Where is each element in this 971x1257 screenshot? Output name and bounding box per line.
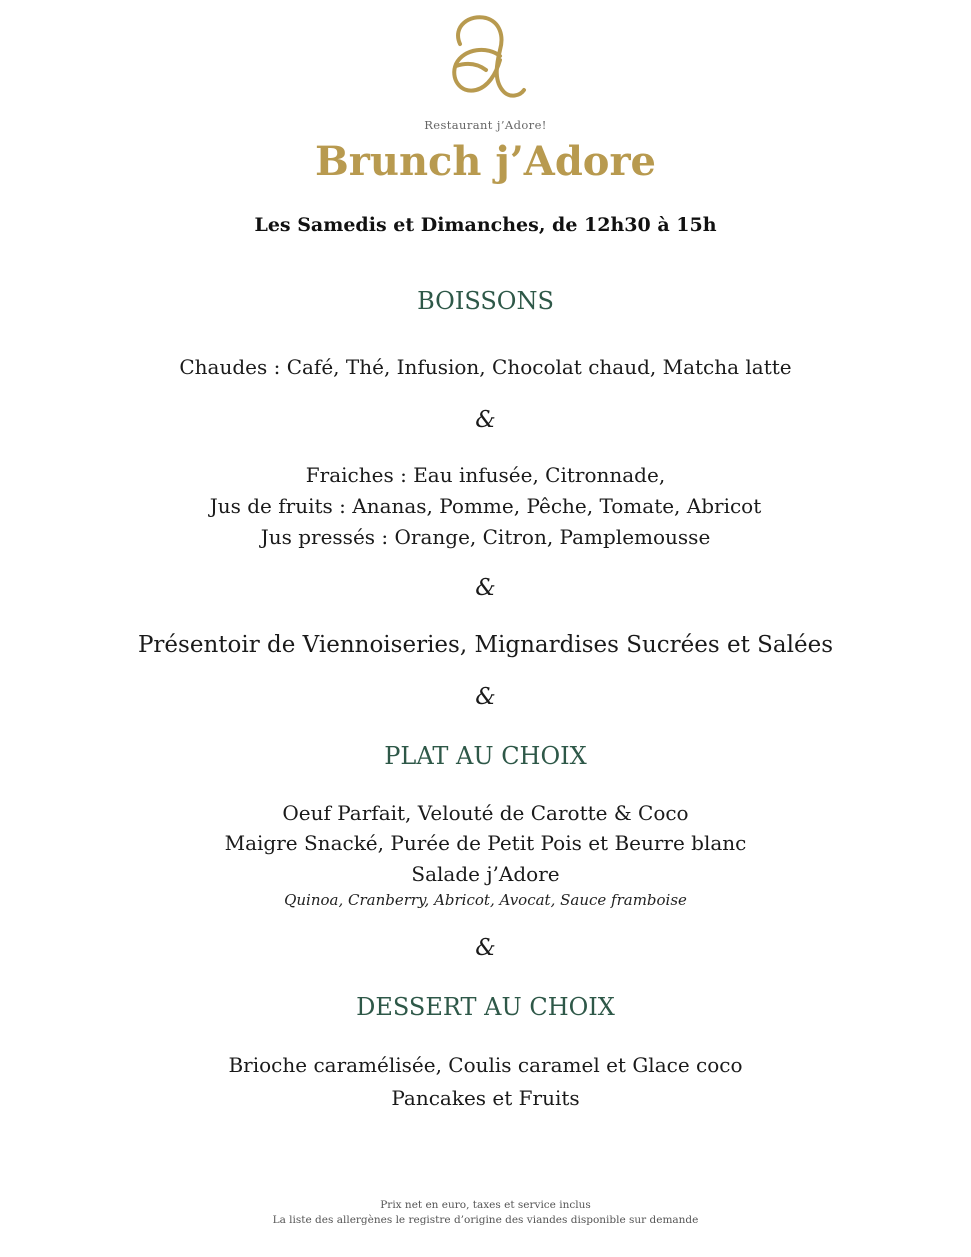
dessert-item: Pancakes et Fruits — [391, 1086, 580, 1110]
boissons-chaudes: Chaudes : Café, Thé, Infusion, Chocolat chaud, Matcha latte — [179, 355, 792, 379]
section-title-plat: PLAT AU CHOIX — [384, 742, 587, 770]
adore-monogram-logo — [442, 12, 532, 100]
boissons-fraiches: Fraiches : Eau infusée, Citronnade, — [305, 463, 666, 487]
ampersand-separator: & — [475, 407, 496, 433]
plat-item: Oeuf Parfait, Velouté de Carotte & Coco — [282, 801, 689, 825]
dessert-item: Brioche caramélisée, Coulis caramel et Glace coco — [228, 1053, 743, 1077]
ampersand-separator: & — [475, 935, 496, 961]
footer-allergens-note: La liste des allergènes le registre d’origine des viandes disponible sur demande — [272, 1214, 699, 1226]
salade-ingredients-note: Quinoa, Cranberry, Abricot, Avocat, Sauce framboise — [284, 891, 687, 909]
plat-item: Salade j’Adore — [411, 862, 560, 886]
menu-title: Brunch j’Adore — [314, 138, 656, 185]
section-title-dessert: DESSERT AU CHOIX — [356, 993, 615, 1021]
ampersand-separator: & — [475, 575, 496, 601]
presentoir-line: Présentoir de Viennoiseries, Mignardises Sucrées et Salées — [137, 632, 834, 658]
footer-price-note: Prix net en euro, taxes et service inclus — [380, 1199, 591, 1211]
plat-item: Maigre Snacké, Purée de Petit Pois et Beurre blanc — [224, 831, 747, 855]
boissons-jus-de-fruits: Jus de fruits : Ananas, Pomme, Pêche, Tomate, Abricot — [209, 494, 762, 518]
boissons-jus-presses: Jus pressés : Orange, Citron, Pamplemousse — [260, 525, 711, 549]
section-title-boissons: BOISSONS — [417, 287, 554, 315]
restaurant-name: Restaurant j’Adore! — [424, 118, 547, 132]
schedule: Les Samedis et Dimanches, de 12h30 à 15h — [254, 214, 717, 236]
ampersand-separator: & — [475, 684, 496, 710]
